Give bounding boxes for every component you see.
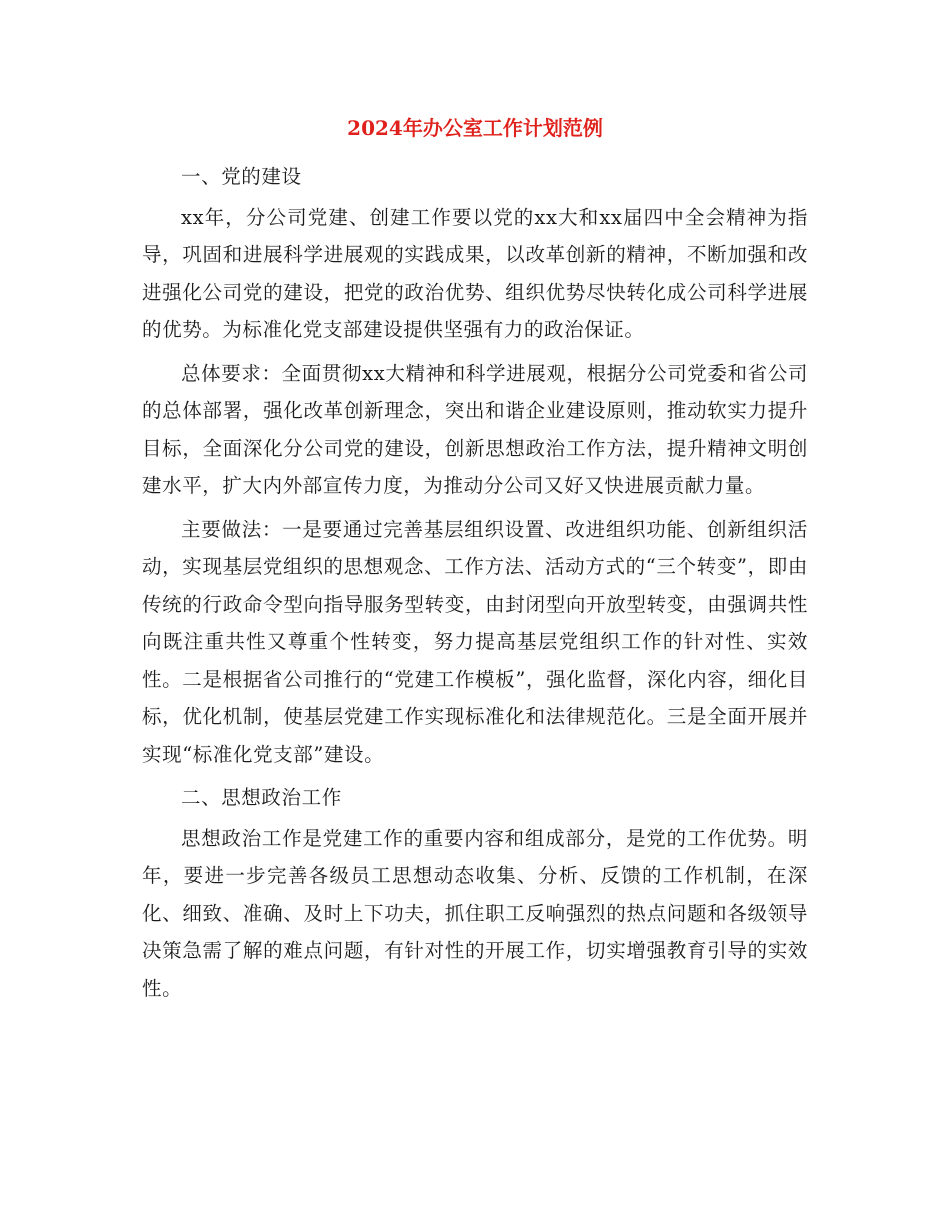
section-heading: 一、党的建设 (181, 165, 302, 188)
document-body (142, 158, 808, 1013)
body-paragraph: xx年，分公司党建、创建工作要以党的xx大和xx届四中全会精神为指导，巩固和进展科学进展观的实践成果，以改革创新的精神，不断加强和改进强化公司党的建设，把党的政治优势、组织优势尽快转化成公司科学进展的优势。为标准化党支部建设提供坚强有力的政治保证。 (142, 205, 808, 341)
document-title: 2024年办公室工作计划范例 (347, 116, 603, 140)
body-paragraph: 主要做法：一是要通过完善基层组织设置、改进组织功能、创新组织活动，实现基层党组织的思想观念、工作方法、活动方式的“三个转变”，即由传统的行政命令型向指导服务型转变，由封闭型向开放型转变，由强调共性向既注重共性又尊重个性转变，努力提高基层党组织工作的针对性、实效性。二是根据省公司推行的“党建工作模板”，强化监督，深化内容，细化目标，优化机制，使基层党建工作实现标准化和法律规范化。三是全面开展并实现“标准化党支部”建设。 (142, 517, 808, 766)
body-paragraph: 总体要求：全面贯彻xx大精神和科学进展观，根据分公司党委和省公司的总体部署，强化改革创新理念，突出和谐企业建设原则，推动软实力提升目标，全面深化分公司党的建设，创新思想政治工作方法，提升精神文明创建水平，扩大内外部宣传力度，为推动分公司又好又快进展贡献力量。 (142, 361, 808, 497)
body-paragraph: 思想政治工作是党建工作的重要内容和组成部分，是党的工作优势。明年，要进一步完善各级员工思想动态收集、分析、反馈的工作机制，在深化、细致、准确、及时上下功夫，抓住职工反响强烈的热点问题和各级领导决策急需了解的难点问题，有针对性的开展工作，切实增强教育引导的实效性。 (142, 826, 808, 1000)
section-heading: 二、思想政治工作 (181, 786, 342, 809)
